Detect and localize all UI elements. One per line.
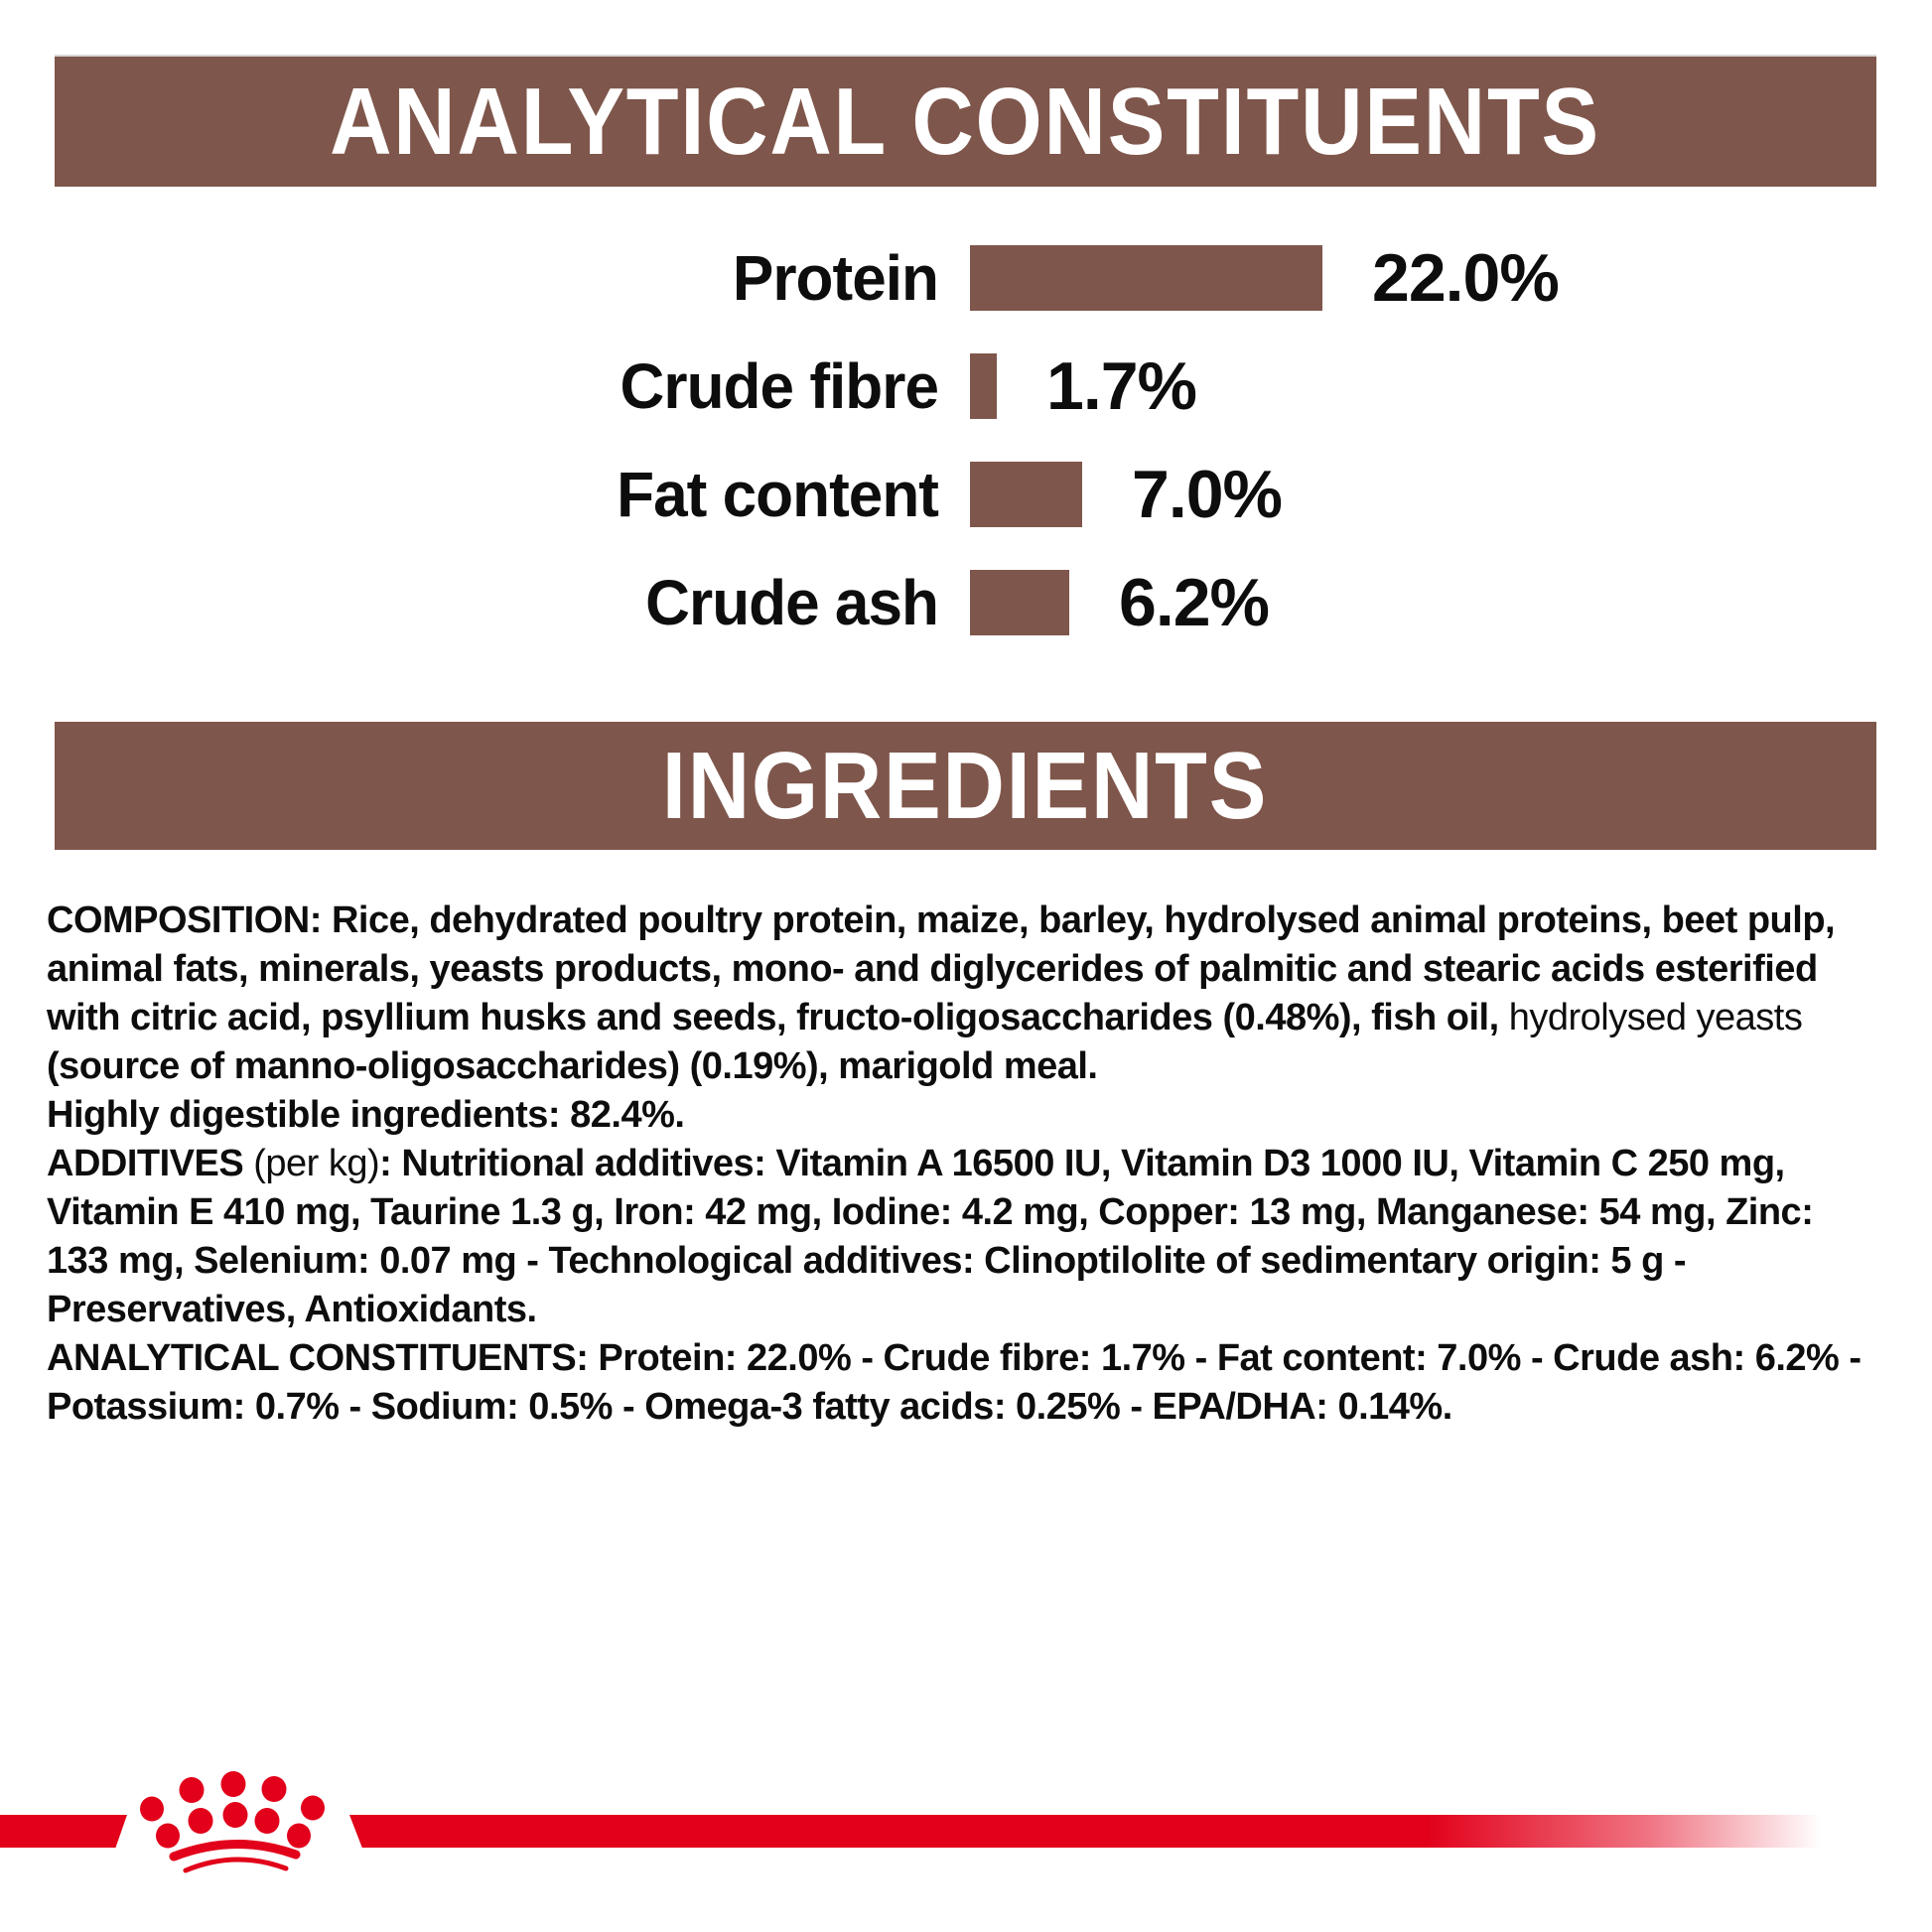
chart-category-label: Crude ash xyxy=(645,567,938,638)
ingredients-segment: ANALYTICAL CONSTITUENTS: Protein: 22.0% - Crude fibre: 1.7% - Fat content: 7.0% - Crude ash: 6.2% - xyxy=(47,1337,1862,1379)
chart-value-label: 6.2% xyxy=(1119,565,1269,640)
ingredients-segment: hydrolysed yeasts xyxy=(1508,997,1803,1038)
ingredients-line xyxy=(47,1334,1893,1383)
ingredients-segment: animal fats, minerals, yeasts products, mono- and diglycerides of palmitic and stearic acids esterified xyxy=(47,948,1818,990)
chart-bar xyxy=(970,462,1082,527)
ingredients-line xyxy=(47,1042,1893,1091)
ingredients-title: INGREDIENTS xyxy=(662,732,1269,839)
chart-bar xyxy=(970,245,1322,311)
ingredients-segment: (source of manno-oligosaccharides) (0.19%), marigold meal. xyxy=(47,1045,1098,1087)
chart-row-protein xyxy=(0,240,1932,316)
ingredients-segment: Highly digestible ingredients: 82.4%. xyxy=(47,1094,685,1136)
chart-category-label: Crude fibre xyxy=(620,350,938,422)
chart-value-label: 7.0% xyxy=(1132,457,1282,532)
chart-value-label: 22.0% xyxy=(1372,240,1559,316)
chart-row-fat-content xyxy=(0,457,1932,532)
crown-base-arcs xyxy=(174,1844,296,1870)
footer-red-band-left xyxy=(0,1815,127,1848)
ingredients-line xyxy=(47,1140,1893,1188)
ingredients-segment: Preservatives, Antioxidants. xyxy=(47,1289,537,1330)
footer-red-band-right xyxy=(349,1815,1932,1848)
royal-canin-crown-logo xyxy=(119,1747,357,1906)
chart-row-crude-ash xyxy=(0,565,1932,640)
ingredients-text-block xyxy=(47,897,1893,1432)
ingredients-line xyxy=(47,897,1893,945)
crown-dots xyxy=(140,1771,325,1849)
ingredients-banner xyxy=(55,722,1876,850)
ingredients-line xyxy=(47,994,1893,1042)
analytical-constituents-title: ANALYTICAL CONSTITUENTS xyxy=(330,68,1601,175)
chart-value-label: 1.7% xyxy=(1046,348,1196,424)
ingredients-segment: 133 mg, Selenium: 0.07 mg - Technological additives: Clinoptilolite of sedimentary origin: 5 g - xyxy=(47,1240,1687,1282)
ingredients-line xyxy=(47,1188,1893,1237)
ingredients-segment: ADDITIVES xyxy=(47,1143,254,1184)
ingredients-line xyxy=(47,1286,1893,1334)
chart-row-crude-fibre xyxy=(0,348,1932,424)
ingredients-line xyxy=(47,1091,1893,1140)
analytical-constituents-chart xyxy=(0,0,1932,695)
ingredients-segment: (per kg) xyxy=(253,1143,380,1184)
ingredients-segment: with citric acid, psyllium husks and seeds, fructo-oligosaccharides (0.48%), fish oil, xyxy=(47,997,1509,1038)
chart-bar xyxy=(970,353,997,419)
chart-category-label: Fat content xyxy=(617,459,938,530)
ingredients-segment: : Nutritional additives: Vitamin A 16500 IU, Vitamin D3 1000 IU, Vitamin C 250 mg, xyxy=(379,1143,1785,1184)
ingredients-segment: Vitamin E 410 mg, Taurine 1.3 g, Iron: 42 mg, Iodine: 4.2 mg, Copper: 13 mg, Manganese: 54 mg, Zinc: xyxy=(47,1191,1814,1233)
ingredients-line xyxy=(47,945,1893,994)
ingredients-segment: Potassium: 0.7% - Sodium: 0.5% - Omega-3 fatty acids: 0.25% - EPA/DHA: 0.14%. xyxy=(47,1386,1452,1428)
chart-bar xyxy=(970,570,1069,635)
ingredients-line xyxy=(47,1383,1893,1432)
chart-category-label: Protein xyxy=(732,242,938,314)
ingredients-line xyxy=(47,1237,1893,1286)
ingredients-segment: COMPOSITION: Rice, dehydrated poultry protein, maize, barley, hydrolysed animal proteins, beet pulp, xyxy=(47,899,1836,941)
